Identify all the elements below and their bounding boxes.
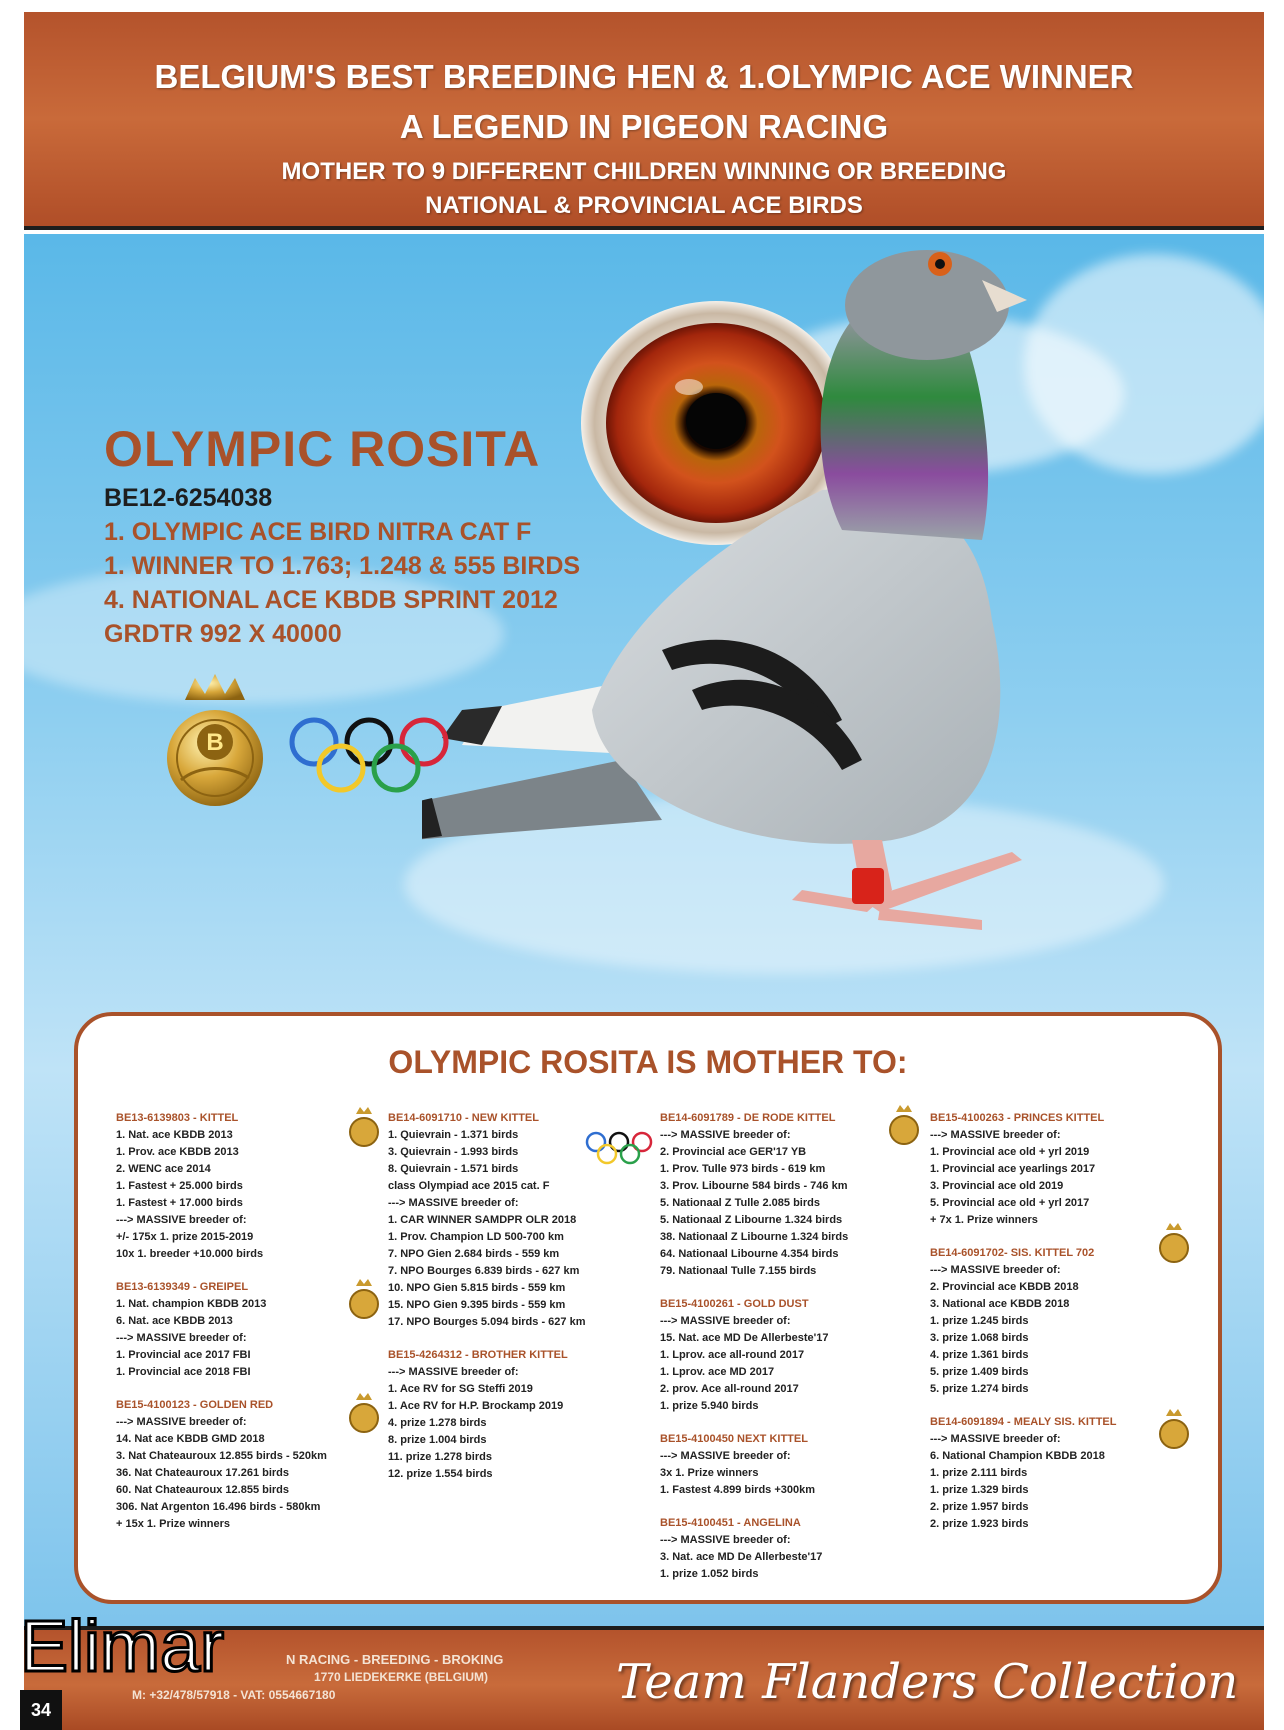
offspring-line: 15. Nat. ace MD De Allerbeste'17 <box>660 1332 829 1344</box>
offspring-block <box>660 1112 922 1280</box>
achievement: GRDTR 992 X 40000 <box>104 620 342 648</box>
offspring-line: 4. prize 1.278 birds <box>388 1417 487 1429</box>
offspring-line: 64. Nationaal Libourne 4.354 birds <box>660 1248 839 1260</box>
offspring-line: 6. National Champion KBDB 2018 <box>930 1450 1105 1462</box>
offspring-line: ---> MASSIVE breeder of: <box>388 1197 519 1209</box>
offspring-line: 15. NPO Gien 9.395 birds - 559 km <box>388 1299 566 1311</box>
offspring-title: BE13-6139349 - GREIPEL <box>116 1281 249 1293</box>
offspring-line: ---> MASSIVE breeder of: <box>930 1264 1061 1276</box>
offspring-line: 4. prize 1.361 birds <box>930 1349 1029 1361</box>
offspring-line: +/- 175x 1. prize 2015-2019 <box>116 1231 254 1243</box>
offspring-block <box>388 1349 650 1483</box>
offspring-block <box>116 1112 378 1263</box>
medal-icon <box>348 1392 380 1436</box>
offspring-line: 3. National ace KBDB 2018 <box>930 1298 1070 1310</box>
offspring-line: 2. Provincial ace GER'17 YB <box>660 1146 807 1158</box>
offspring-line: 38. Nationaal Z Libourne 1.324 birds <box>660 1231 849 1243</box>
offspring-column-3 <box>660 1112 922 1601</box>
offspring-title: BE15-4100261 - GOLD DUST <box>660 1298 809 1310</box>
footer-tagline: N RACING - BREEDING - BROKING <box>286 1652 504 1667</box>
offspring-block <box>930 1416 1192 1533</box>
offspring-title: BE14-6091710 - NEW KITTEL <box>388 1112 539 1124</box>
offspring-line: 1. Prov. Tulle 973 birds - 619 km <box>660 1163 826 1175</box>
offspring-line: + 15x 1. Prize winners <box>116 1518 231 1530</box>
offspring-title: BE15-4100450 NEXT KITTEL <box>660 1433 808 1445</box>
medal-icon <box>888 1104 920 1148</box>
offspring-line: class Olympiad ace 2015 cat. F <box>388 1180 550 1192</box>
achievement: 4. NATIONAL ACE KBDB SPRINT 2012 <box>104 586 558 614</box>
offspring-line: ---> MASSIVE breeder of: <box>660 1534 791 1546</box>
offspring-block <box>660 1433 922 1499</box>
offspring-line: 5. prize 1.274 birds <box>930 1383 1029 1395</box>
offspring-line: 1. Lprov. ace all-round 2017 <box>660 1349 805 1361</box>
offspring-line: 10x 1. breeder +10.000 birds <box>116 1248 264 1260</box>
offspring-line: ---> MASSIVE breeder of: <box>116 1416 247 1428</box>
medal-icon <box>348 1106 380 1150</box>
offspring-line: 5. Nationaal Z Libourne 1.324 birds <box>660 1214 843 1226</box>
achievement: 1. WINNER TO 1.763; 1.248 & 555 BIRDS <box>104 552 581 580</box>
offspring-line: 6. Nat. ace KBDB 2013 <box>116 1315 233 1327</box>
header-line-2: A LEGEND IN PIGEON RACING <box>399 108 889 145</box>
offspring-line: 1. Fastest + 17.000 birds <box>116 1197 243 1209</box>
offspring-line: 1. Fastest + 25.000 birds <box>116 1180 243 1192</box>
header-line-4: NATIONAL & PROVINCIAL ACE BIRDS <box>425 192 863 219</box>
offspring-line: 11. prize 1.278 birds <box>388 1451 492 1463</box>
offspring-title: BE15-4100123 - GOLDEN RED <box>116 1399 274 1411</box>
offspring-title: BE14-6091894 - MEALY SIS. KITTEL <box>930 1416 1117 1428</box>
offspring-line: 2. WENC ace 2014 <box>116 1163 211 1175</box>
offspring-line: 14. Nat ace KBDB GMD 2018 <box>116 1433 265 1445</box>
offspring-line: 1. Provincial ace 2018 FBI <box>116 1366 251 1378</box>
achievement: 1. OLYMPIC ACE BIRD NITRA CAT F <box>104 518 532 546</box>
offspring-line: 2. prize 1.923 birds <box>930 1518 1029 1530</box>
offspring-title: BE14-6091702- SIS. KITTEL 702 <box>930 1247 1095 1259</box>
offspring-column-4 <box>930 1112 1192 1551</box>
offspring-line: 10. NPO Gien 5.815 birds - 559 km <box>388 1282 566 1294</box>
offspring-line: 2. prize 1.957 birds <box>930 1501 1029 1513</box>
offspring-line: 1. Prov. ace KBDB 2013 <box>116 1146 239 1158</box>
medal-icon <box>1158 1408 1190 1452</box>
bird-name: OLYMPIC ROSITA <box>104 421 541 477</box>
offspring-line: 3. Provincial ace old 2019 <box>930 1180 1064 1192</box>
offspring-line: ---> MASSIVE breeder of: <box>660 1450 791 1462</box>
offspring-line: 1. prize 2.111 birds <box>930 1467 1028 1479</box>
offspring-line: 3. Nat Chateauroux 12.855 birds - 520km <box>116 1450 327 1462</box>
offspring-block <box>116 1399 378 1533</box>
offspring-line: 1. Provincial ace yearlings 2017 <box>930 1163 1096 1175</box>
belgian-crest-logo <box>159 670 271 810</box>
offspring-column-1 <box>116 1112 378 1551</box>
offspring-line: 8. Quievrain - 1.571 birds <box>388 1163 519 1175</box>
offspring-line: ---> MASSIVE breeder of: <box>660 1315 791 1327</box>
offspring-line: 3. Nat. ace MD De Allerbeste'17 <box>660 1551 823 1563</box>
footer-address: 1770 LIEDEKERKE (BELGIUM) <box>314 1670 489 1684</box>
offspring-line: 306. Nat Argenton 16.496 birds - 580km <box>116 1501 321 1513</box>
offspring-line: 1. prize 5.940 birds <box>660 1400 759 1412</box>
offspring-line: 1. Lprov. ace MD 2017 <box>660 1366 775 1378</box>
header-banner <box>24 12 1264 230</box>
offspring-line: 17. NPO Bourges 5.094 birds - 627 km <box>388 1316 586 1328</box>
offspring-line: 3. Prov. Libourne 584 birds - 746 km <box>660 1180 848 1192</box>
offspring-line: 1. Nat. ace KBDB 2013 <box>116 1129 233 1141</box>
offspring-line: 7. NPO Bourges 6.839 birds - 627 km <box>388 1265 580 1277</box>
brand-signature: Team Flanders Collection <box>616 1654 1239 1710</box>
offspring-line: 3x 1. Prize winners <box>660 1467 759 1479</box>
offspring-line: 60. Nat Chateauroux 12.855 birds <box>116 1484 290 1496</box>
offspring-line: 3. prize 1.068 birds <box>930 1332 1029 1344</box>
offspring-title: BE14-6091789 - DE RODE KITTEL <box>660 1112 836 1124</box>
offspring-line: 1. Provincial ace 2017 FBI <box>116 1349 251 1361</box>
olympic-rings-icon <box>584 1130 654 1168</box>
offspring-title: BE13-6139803 - KITTEL <box>116 1112 239 1124</box>
offspring-line: 1. CAR WINNER SAMDPR OLR 2018 <box>388 1214 577 1226</box>
header-line-1: BELGIUM'S BEST BREEDING HEN & 1.OLYMPIC ACE WINNER <box>154 58 1134 95</box>
offspring-line: 1. prize 1.052 birds <box>660 1568 759 1580</box>
brochure-page <box>24 12 1264 1730</box>
offspring-line: 3. Quievrain - 1.993 birds <box>388 1146 519 1158</box>
offspring-line: 1. Fastest 4.899 birds +300km <box>660 1484 816 1496</box>
header-line-3: MOTHER TO 9 DIFFERENT CHILDREN WINNING OR BREEDING <box>281 158 1007 185</box>
offspring-block <box>930 1112 1192 1229</box>
offspring-block <box>660 1298 922 1415</box>
offspring-line: 1. prize 1.245 birds <box>930 1315 1029 1327</box>
medal-icon <box>1158 1222 1190 1266</box>
offspring-line: 7. NPO Gien 2.684 birds - 559 km <box>388 1248 560 1260</box>
offspring-line: 5. Provincial ace old + yrl 2017 <box>930 1197 1090 1209</box>
offspring-line: 2. prov. Ace all-round 2017 <box>660 1383 799 1395</box>
offspring-panel <box>74 1012 1222 1604</box>
panel-title: OLYMPIC ROSITA IS MOTHER TO: <box>388 1044 908 1080</box>
offspring-line: ---> MASSIVE breeder of: <box>660 1129 791 1141</box>
offspring-line: ---> MASSIVE breeder of: <box>116 1214 247 1226</box>
offspring-line: 12. prize 1.554 birds <box>388 1468 493 1480</box>
pigeon-image <box>422 240 1157 1020</box>
offspring-line: 1. prize 1.329 birds <box>930 1484 1029 1496</box>
offspring-title: BE15-4100263 - PRINCES KITTEL <box>930 1112 1105 1124</box>
offspring-line: ---> MASSIVE breeder of: <box>116 1332 247 1344</box>
offspring-line: ---> MASSIVE breeder of: <box>930 1129 1061 1141</box>
offspring-block <box>930 1247 1192 1398</box>
offspring-line: ---> MASSIVE breeder of: <box>930 1433 1061 1445</box>
offspring-title: BE15-4264312 - BROTHER KITTEL <box>388 1349 568 1361</box>
offspring-column-2 <box>388 1112 650 1501</box>
offspring-line: 79. Nationaal Tulle 7.155 birds <box>660 1265 817 1277</box>
offspring-block <box>116 1281 378 1381</box>
offspring-line: 5. prize 1.409 birds <box>930 1366 1029 1378</box>
footer-phone: M: +32/478/57918 - VAT: 0554667180 <box>132 1688 336 1702</box>
offspring-block <box>660 1517 922 1583</box>
olympic-rings-logo <box>284 712 454 802</box>
ring-number: BE12-6254038 <box>104 484 273 512</box>
medal-icon <box>348 1278 380 1322</box>
offspring-line: 1. Nat. champion KBDB 2013 <box>116 1298 267 1310</box>
offspring-line: 5. Nationaal Z Tulle 2.085 birds <box>660 1197 820 1209</box>
crest-letter: B <box>206 729 224 756</box>
offspring-line: 1. Prov. Champion LD 500-700 km <box>388 1231 564 1243</box>
offspring-line: + 7x 1. Prize winners <box>930 1214 1038 1226</box>
page-number: 34 <box>20 1690 62 1730</box>
offspring-line: 1. Ace RV for H.P. Brockamp 2019 <box>388 1400 564 1412</box>
offspring-line: ---> MASSIVE breeder of: <box>388 1366 519 1378</box>
offspring-line: 1. Ace RV for SG Steffi 2019 <box>388 1383 533 1395</box>
offspring-line: 1. Provincial ace old + yrl 2019 <box>930 1146 1090 1158</box>
offspring-line: 8. prize 1.004 birds <box>388 1434 487 1446</box>
offspring-line: 1. Quievrain - 1.371 birds <box>388 1129 519 1141</box>
offspring-title: BE15-4100451 - ANGELINA <box>660 1517 801 1529</box>
watermark: Elimar <box>20 1607 225 1687</box>
offspring-line: 36. Nat Chateauroux 17.261 birds <box>116 1467 290 1479</box>
offspring-line: 2. Provincial ace KBDB 2018 <box>930 1281 1079 1293</box>
